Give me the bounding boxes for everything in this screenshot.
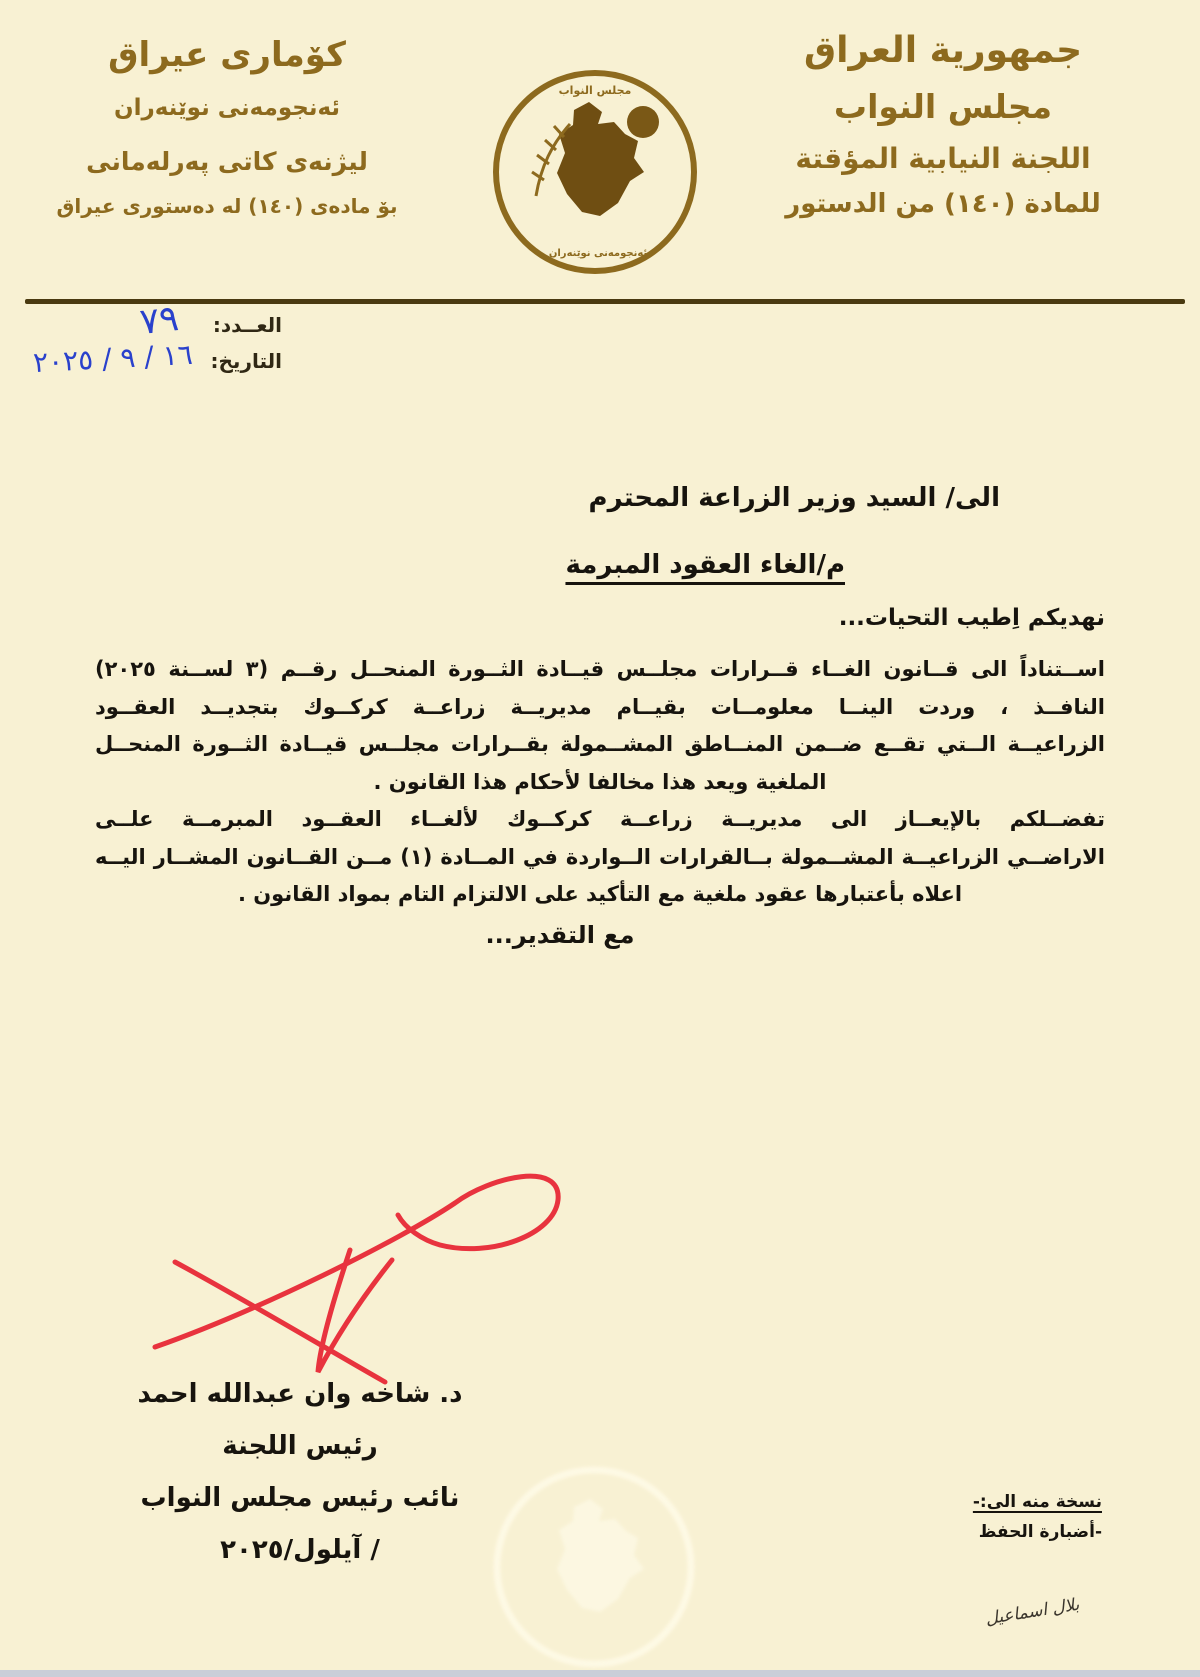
emblem-top-text: مجلس النواب xyxy=(558,84,632,97)
body-line: اســتناداً الى قــانون الغــاء قــرارات مجلــس قيــادة الثــورة المنحــل رقــم (٣ لســنة ٢٠٢٥) xyxy=(95,657,1105,681)
header-arabic xyxy=(738,30,1148,219)
scan-edge-artifact xyxy=(0,1670,1200,1677)
body-line: النافــذ ، وردت الينــا معلومــات بقيــام مديريــة زراعــة كركــوك بتجديــد العقــود xyxy=(95,694,1105,719)
signatory-name: د. شاخه وان عبدالله احمد xyxy=(137,1379,463,1409)
header-arabic-line-4: للمادة (١٤٠) من الدستور xyxy=(785,189,1101,219)
letter-body xyxy=(95,651,1105,914)
number-value-handwritten: ٧٩ xyxy=(138,298,181,343)
header-kurdish-line-3: لیژنەی کاتی پەرلەمانی xyxy=(86,147,368,176)
signature-block xyxy=(85,1368,515,1576)
header-kurdish-line-2: ئەنجومەنی نوێنەران xyxy=(113,95,341,121)
date-value-handwritten: ١٦ / ٩ / ٢٠٢٥ xyxy=(32,337,194,380)
header-arabic-line-2: مجلس النواب xyxy=(833,87,1053,126)
salutation-line: نهديكم اِطيب التحيات... xyxy=(838,605,1105,631)
copy-to-note xyxy=(973,1487,1102,1547)
closing-line: مع التقدير... xyxy=(485,921,635,949)
embossed-seal xyxy=(486,1455,702,1677)
body-line: الزراعيــة الــتي تقــع ضــمن المنــاطق المشــمولة بقــرارات مجلــس قيــادة الثــورة المنحــل xyxy=(95,732,1105,756)
header-kurdish-line-4: بۆ مادەی (١٤٠) لە دەستوری عیراق xyxy=(56,194,398,218)
date-label: التاريخ: xyxy=(210,349,282,373)
header-arabic-line-1: جمهورية العراق xyxy=(803,30,1083,71)
header-arabic-line-3: اللجنة النيابية المؤقتة xyxy=(795,142,1091,175)
body-line: تفضــلكم بالإيعــاز الى مديريــة زراعــة كركــوك لألغــاء العقــود المبرمــة علــى xyxy=(95,807,1105,831)
number-label: العــدد: xyxy=(212,313,282,337)
subject-line: م/الغاء العقود المبرمة xyxy=(565,550,845,580)
reference-number-row xyxy=(140,300,282,341)
body-line: اعلاه بأعتبارها عقود ملغية مع التأكيد على الالتزام التام بمواد القانون . xyxy=(237,882,963,906)
header-kurdish-line-1: كۆماری عیراق xyxy=(108,35,346,75)
emblem-bottom-text: ئەنجومەنی نوێنەران xyxy=(548,248,648,259)
signatory-title-committee: رئيس اللجنة xyxy=(222,1431,378,1461)
emblem-sun-disc xyxy=(627,106,659,138)
addressee-line: الى/ السيد وزير الزراعة المحترم xyxy=(588,483,1000,513)
body-line: الاراضــي الزراعيــة المشــمولة بــالقرارات الــواردة في المــادة (١) مــن القــانون المشــار اليــه xyxy=(95,844,1106,869)
header-kurdish xyxy=(22,35,432,218)
copy-to-label: نسخة منه الى:- xyxy=(972,1492,1102,1512)
signature-date: / آيلول/٢٠٢٥ xyxy=(220,1535,380,1565)
handwritten-clerk-name: بلال اسماعيل xyxy=(984,1594,1081,1630)
reference-date-row xyxy=(32,337,282,380)
copy-to-item-archive: -أضبارة الحفظ xyxy=(978,1522,1102,1542)
parliament-emblem-icon xyxy=(486,62,704,280)
body-line: الملغية ويعد هذا مخالفا لأحكام هذا القانون . xyxy=(373,769,827,794)
signatory-title-deputy-speaker: نائب رئيس مجلس النواب xyxy=(140,1483,460,1513)
